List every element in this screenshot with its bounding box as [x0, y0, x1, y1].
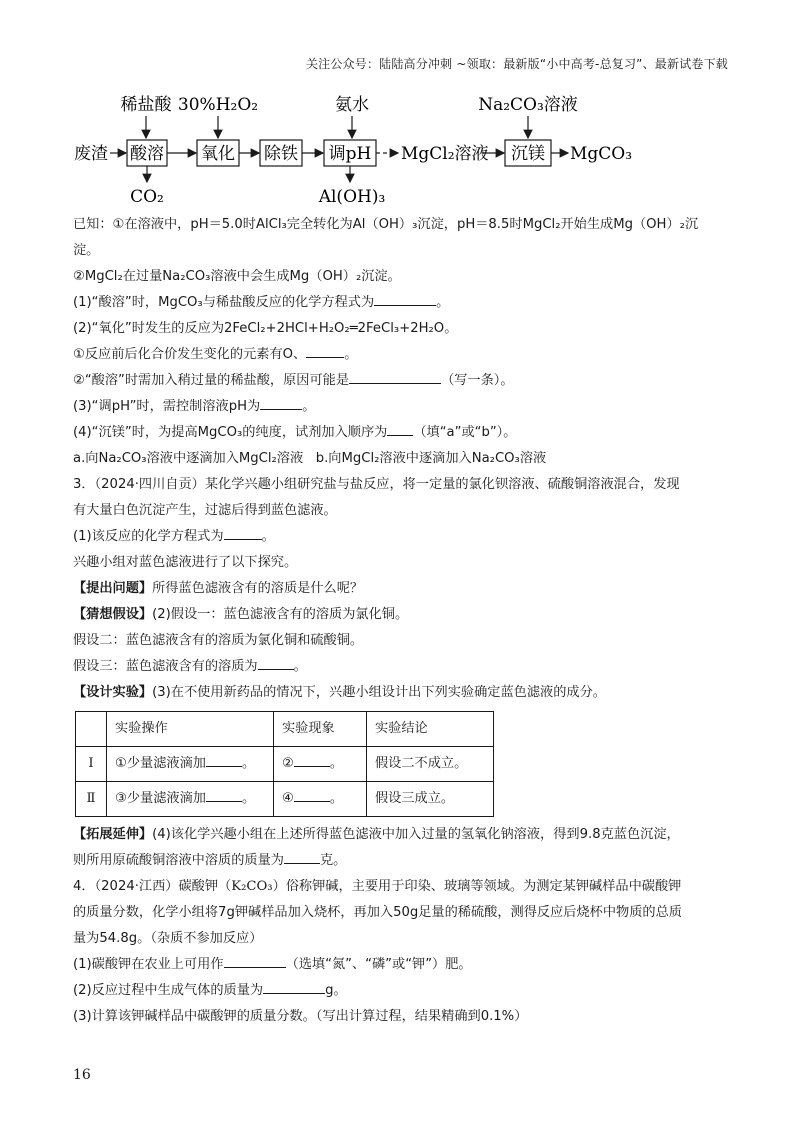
table-header-cell: 实验操作 — [107, 712, 274, 747]
formula: K₂CO₃ — [231, 879, 273, 894]
answer-blank[interactable] — [294, 787, 330, 802]
table-header-cell — [76, 712, 107, 747]
question-2: (2)“氧化”时发生的反应为2FeCl₂+2HCl+H₂O₂═2FeCl₃+2H₂O。 — [73, 321, 458, 336]
row-index: Ⅰ — [76, 747, 107, 782]
experiment-table — [75, 711, 494, 817]
answer-blank[interactable] — [284, 849, 320, 864]
problem-3-hypothesis-2: 假设二：蓝色滤液含有的溶质为氯化铜和硫酸铜。 — [73, 633, 364, 648]
problem-3-hypothesis-1: 【猜想假设】(2)假设一：蓝色滤液含有的溶质为氯化铜。 — [73, 607, 409, 622]
problem-3-design: 【设计实验】(3)在不使用新药品的情况下，兴趣小组设计出下列实验确定蓝色滤液的成分。 — [73, 685, 606, 700]
conclusion-cell: 假设二不成立。 — [367, 747, 494, 782]
conclusion-cell: 假设三成立。 — [367, 782, 494, 817]
answer-blank[interactable] — [306, 343, 344, 358]
answer-blank[interactable] — [294, 752, 330, 767]
answer-blank[interactable] — [206, 752, 242, 767]
known-condition-1: 已知：①在溶液中，pH＝5.0时AlCl₃完全转化为Al（OH）₃沉淀，pH＝8.5时MgCl₂开始生成Mg（OH）₂沉 — [73, 217, 699, 232]
answer-blank[interactable] — [258, 655, 294, 670]
table-header-cell: 实验现象 — [274, 712, 367, 747]
question-3: (3)“调pH”时，需控制溶液pH为 。 — [73, 394, 733, 420]
flow-start: 废渣 — [74, 144, 108, 164]
problem-4-intro-end: 量为54.8g。（杂质不参加反应） — [73, 931, 263, 946]
answer-blank[interactable] — [263, 979, 325, 994]
problem-3-intro: 3．（2024·四川自贡）某化学兴趣小组研究盐与盐反应，将一定量的氯化钡溶液、硫酸铜溶液混合，发现 — [73, 477, 680, 492]
problem-4-question-3: (3)计算该钾碱样品中碳酸钾的质量分数。（写出计算过程，结果精确到0.1%） — [73, 1009, 528, 1024]
step-label-4: 调pH — [328, 144, 372, 164]
product-label: MgCO₃ — [570, 144, 633, 164]
problem-3-extension: 【拓展延伸】(4)该化学兴趣小组在上述所得蓝色滤液中加入过量的氢氧化钠溶液，得到9.8克蓝色沉淀， — [73, 827, 680, 842]
operation-cell: ①少量滤液滴加 。 — [107, 747, 274, 782]
question-4: (4)“沉镁”时，为提高MgCO₃的纯度，试剂加入顺序为 （填“a”或“b”）。 — [73, 420, 733, 446]
page-number: 16 — [73, 1067, 91, 1083]
known-condition-2: ②MgCl₂在过量Na₂CO₃溶液中会生成Mg（OH）₂沉淀。 — [73, 269, 401, 284]
question-content — [73, 212, 733, 1030]
step-label-2: 氧化 — [201, 144, 235, 164]
table-header-cell: 实验结论 — [367, 712, 494, 747]
problem-4-question-2: (2)反应过程中生成气体的质量为 g。 — [73, 978, 733, 1004]
answer-blank[interactable] — [224, 953, 286, 968]
question-2a: ①反应前后化合价发生变化的元素有O、 。 — [73, 342, 733, 368]
problem-3-question-1: (1)该反应的化学方程式为 。 — [73, 524, 733, 550]
problem-3-hypothesis-3: 假设三：蓝色滤液含有的溶质为 。 — [73, 654, 733, 680]
reagent-carbonate: Na₂CO₃溶液 — [478, 95, 578, 115]
reagent-ammonia: 氨水 — [335, 95, 369, 115]
answer-blank[interactable] — [206, 787, 242, 802]
answer-blank[interactable] — [224, 525, 262, 540]
problem-4-question-1: (1)碳酸钾在农业上可用作 （选填“氮”、“磷”或“钾”）肥。 — [73, 952, 733, 978]
row-index: Ⅱ — [76, 782, 107, 817]
byproduct-precipitate: Al(OH)₃ — [318, 187, 386, 207]
answer-blank[interactable] — [387, 421, 413, 436]
table-row — [76, 747, 494, 782]
step-label-1: 酸溶 — [130, 144, 164, 164]
known-condition-1-cont: 淀。 — [73, 243, 100, 258]
phenomenon-cell: ② 。 — [274, 747, 367, 782]
step-label-3: 除铁 — [264, 144, 298, 164]
intermediate-label: MgCl₂溶液 — [401, 144, 489, 164]
byproduct-gas: CO₂ — [130, 187, 164, 207]
process-flowchart — [70, 86, 710, 211]
problem-4-intro: 4．（2024·江西）碳酸钾（K₂CO₃）俗称钾碱，主要用于印染、玻璃等领域。为测定某钾碱样品中碳酸钾 — [73, 879, 682, 894]
problem-3-intro-cont: 有大量白色沉淀产生，过滤后得到蓝色滤液。 — [73, 503, 337, 518]
reagent-oxidant: 30%H₂O₂ — [177, 95, 259, 115]
problem-3-explore: 兴趣小组对蓝色滤液进行了以下探究。 — [73, 555, 298, 570]
table-row — [76, 782, 494, 817]
phenomenon-cell: ④ 。 — [274, 782, 367, 817]
answer-blank[interactable] — [374, 291, 436, 306]
question-1: (1)“酸溶”时，MgCO₃与稀盐酸反应的化学方程式为 。 — [73, 290, 733, 316]
table-header-row — [76, 712, 494, 747]
final-step-label: 沉镁 — [511, 144, 545, 164]
problem-3-question: 【提出问题】所得蓝色滤液含有的溶质是什么呢？ — [73, 581, 364, 596]
question-4-options: a.向Na₂CO₃溶液中逐滴加入MgCl₂溶液 b.向MgCl₂溶液中逐滴加入Na₂CO₃溶液 — [73, 451, 547, 466]
question-2b: ②“酸溶”时需加入稍过量的稀盐酸，原因可能是 （写一条）。 — [73, 368, 733, 394]
problem-4-intro-cont: 的质量分数，化学小组将7g钾碱样品加入烧杯，再加入50g足量的稀硫酸，测得反应后烧杯中物质的总质 — [73, 905, 682, 920]
operation-cell: ③少量滤液滴加 。 — [107, 782, 274, 817]
reagent-acid: 稀盐酸 — [120, 95, 172, 115]
answer-blank[interactable] — [260, 395, 302, 410]
answer-blank[interactable] — [349, 369, 441, 384]
page-header: 关注公众号：陆陆高分冲刺 ~领取：最新版“小中高考-总复习”、最新试卷下载 — [305, 57, 728, 71]
problem-3-extension-cont: 则所用原硫酸铜溶液中溶质的质量为 克。 — [73, 848, 733, 874]
